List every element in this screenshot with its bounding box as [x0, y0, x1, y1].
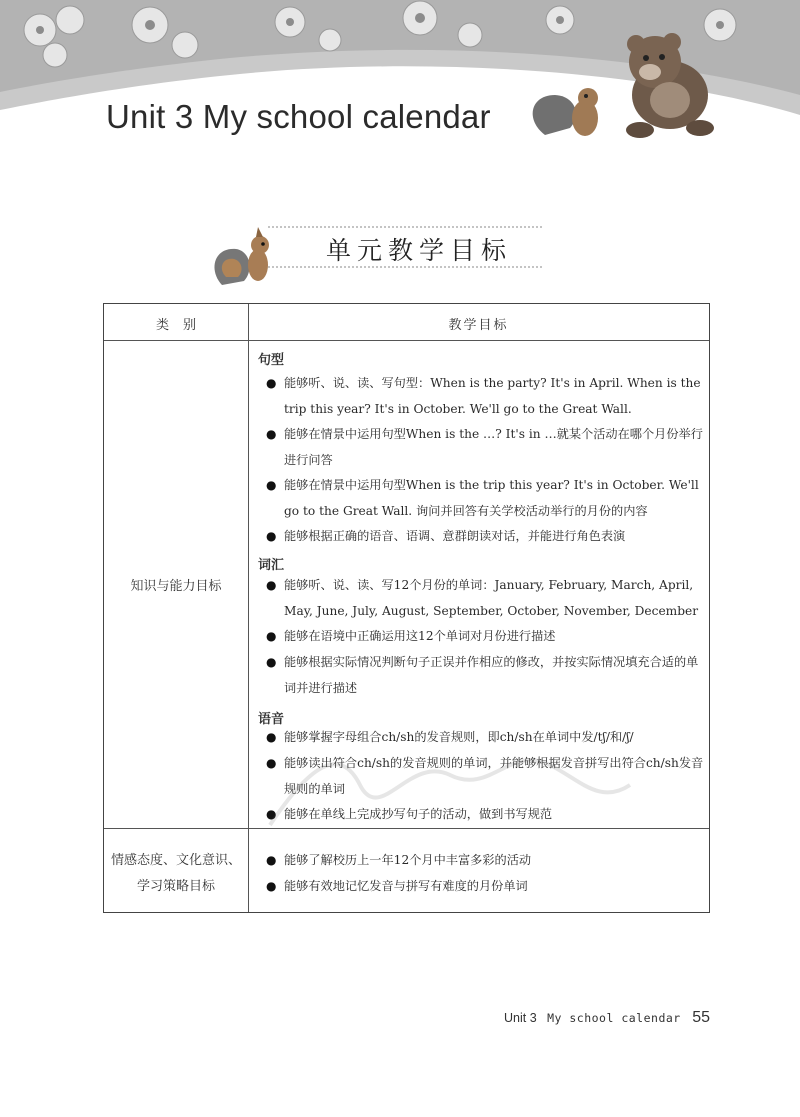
goal-item: 能够掌握字母组合ch/sh的发音规则，即ch/sh在单词中发/tʃ/和/ʃ/ [284, 730, 634, 744]
squirrel-illustration [533, 88, 598, 136]
page-number: 55 [692, 1009, 710, 1026]
squirrel-icon [214, 227, 269, 285]
bullet-icon: ● [266, 578, 277, 592]
goal-item: 能够在情景中运用句型When is the trip this year? It's in October. We'll go to the Great Wall. 询问并回答有关学校活动举行的月份的内容 [284, 478, 699, 518]
watermark-scribble [250, 725, 650, 845]
goal-item: 能够读出符合ch/sh的发音规则的单词，并能够根据发音拼写出符合ch/sh发音规则的单词 [284, 756, 704, 796]
bullet-icon: ● [266, 730, 277, 744]
goal-item: 能够了解校历上一年12个月中丰富多彩的活动 [284, 853, 532, 867]
subheading-sentences: 句型 [258, 353, 285, 368]
goal-item: 能够听、说、读、写12个月份的单词：January, February, March, April, May, June, July, August, September, October, November, December [284, 578, 699, 618]
bullet-icon: ● [266, 376, 277, 390]
bullet-icon: ● [266, 807, 277, 821]
bullet-icon: ● [266, 879, 277, 893]
goal-item: 能够听、说、读、写句型：When is the party? It's in April. When is the trip this year? It's in October. We'll go to the Great Wall. [284, 376, 701, 416]
bullet-icon: ● [266, 655, 277, 669]
footer-title: My school calendar [547, 1011, 681, 1025]
bullet-icon: ● [266, 478, 277, 492]
footer-unit: Unit 3 [504, 1011, 537, 1025]
page-footer [504, 1009, 710, 1027]
subheading-phonics: 语音 [258, 712, 285, 727]
bullet-icon: ● [266, 529, 277, 543]
header-category: 类别 [155, 318, 210, 333]
category-attitude-line1: 情感态度、文化意识、 [110, 853, 241, 868]
section-title: 单元教学目标 [326, 236, 513, 265]
bullet-icon: ● [266, 629, 277, 643]
unit-title: Unit 3 My school calendar [106, 98, 491, 135]
bullet-icon: ● [266, 853, 277, 867]
subheading-vocabulary: 词汇 [258, 558, 285, 573]
bullet-icon: ● [266, 756, 277, 770]
category-knowledge-skills: 知识与能力目标 [130, 579, 222, 594]
goal-item: 能够根据正确的语音、语调、意群朗读对话，并能进行角色表演 [284, 529, 626, 543]
bullet-icon: ● [266, 427, 277, 441]
goal-item: 能够根据实际情况判断句子正误并作相应的修改，并按实际情况填充合适的单词并进行描述 [284, 655, 699, 695]
goal-item: 能够在语境中正确运用这12个单词对月份进行描述 [284, 629, 556, 643]
goal-item: 能够在情景中运用句型When is the …? It's in …就某个活动在哪个月份举行进行问答 [284, 427, 703, 467]
category-attitude-line2: 学习策略目标 [136, 879, 215, 894]
goal-item: 能够在单线上完成抄写句子的活动，做到书写规范 [284, 807, 553, 821]
goal-item: 能够有效地记忆发音与拼写有难度的月份单词 [284, 879, 528, 893]
header-goals: 教学目标 [448, 318, 509, 333]
